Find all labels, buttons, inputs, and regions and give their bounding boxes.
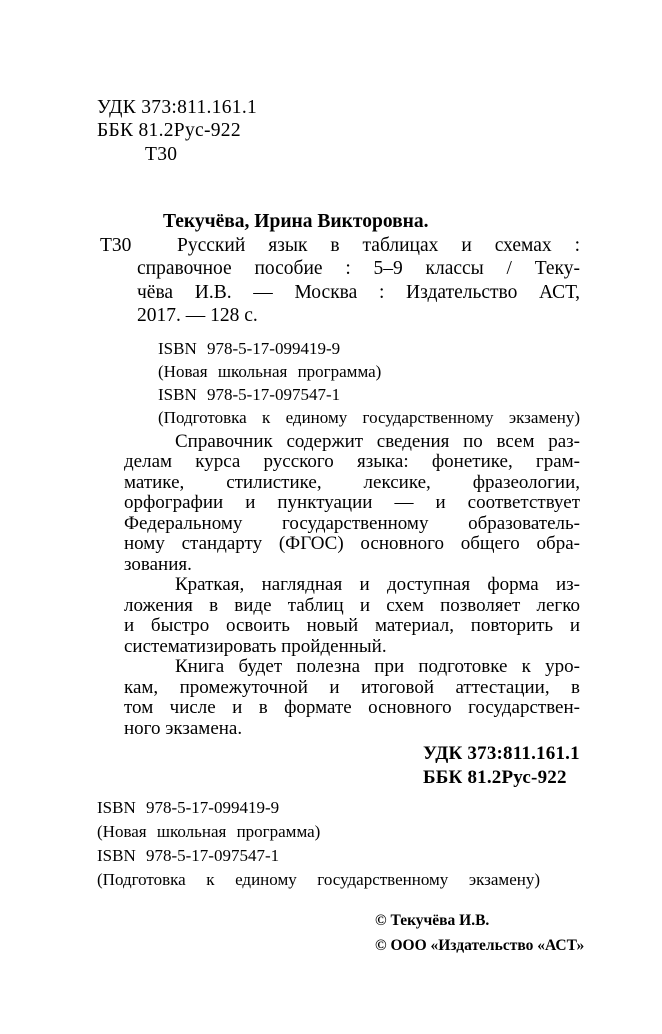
annotation-line: кам, промежуточной и итоговой аттестации, в: [124, 676, 580, 698]
isbn-block-bottom: [97, 796, 540, 891]
isbn-number: ISBN 978-5-17-099419-9: [97, 798, 280, 818]
annotation-line: и быстро освоить новый материал, повторить и: [124, 615, 580, 637]
udk-code: УДК 373:811.161.1: [423, 743, 580, 765]
annotation-line: матике, стилистике, лексике, фразеологии,: [124, 471, 580, 493]
bbk-code: ББК 81.2Рус-922: [423, 766, 567, 788]
catalog-entry: [100, 210, 580, 328]
series-name: (Подготовка к единому государственному экзамену): [158, 407, 580, 427]
annotation-paragraph: [124, 575, 580, 657]
annotation-line: ного экзамена.: [124, 717, 243, 739]
catalog-entry-line: справочное пособие : 5–9 классы / Теку-: [137, 258, 580, 280]
isbn-number: ISBN 978-5-17-099419-9: [158, 338, 341, 358]
series-name: (Новая школьная программа): [158, 361, 382, 381]
annotation-line: том числе и в формате основного государствен-: [124, 697, 580, 719]
isbn-block-top: [158, 337, 580, 429]
annotation-line: ному стандарту (ФГОС) основного общего обра-: [124, 533, 580, 555]
author-sign-code-margin: Т30: [100, 234, 132, 256]
annotation-text: [124, 432, 580, 740]
series-name: (Новая школьная программа): [97, 822, 321, 842]
classification-codes-top: [97, 96, 662, 166]
annotation-line: ложения в виде таблиц и схем позволяет легко: [124, 594, 580, 616]
annotation-line: Краткая, наглядная и доступная форма из-: [175, 574, 580, 596]
classification-codes-right: [423, 742, 662, 789]
catalog-entry-line: Русский язык в таблицах и схемах :: [177, 234, 580, 256]
annotation-line: Справочник содержит сведения по всем раз-: [175, 430, 580, 452]
annotation-paragraph: [124, 432, 580, 576]
isbn-number: ISBN 978-5-17-097547-1: [97, 845, 280, 865]
author-heading: Текучёва, Ирина Викторовна.: [163, 211, 429, 233]
isbn-number: ISBN 978-5-17-097547-1: [158, 384, 341, 404]
udk-code: УДК 373:811.161.1: [97, 97, 258, 118]
series-name: (Подготовка к единому государственному экзамену): [97, 869, 540, 889]
annotation-line: Книга будет полезна при подготовке к уро-: [175, 656, 580, 678]
copyright-publisher: © ООО «Издательство «АСТ»: [375, 937, 585, 955]
catalog-entry-line: чёва И.В. — Москва : Издательство АСТ,: [137, 281, 580, 303]
copyright-author: © Текучёва И.В.: [375, 912, 490, 930]
annotation-line: систематизировать пройденный.: [124, 635, 387, 657]
annotation-line: зования.: [124, 553, 192, 575]
author-sign-code: Т30: [145, 143, 178, 165]
annotation-paragraph: [124, 657, 580, 739]
annotation-line: делам курса русского языка: фонетике, грам-: [124, 451, 580, 473]
catalog-entry-line: 2017. — 128 с.: [137, 305, 258, 327]
annotation-line: орфографии и пунктуации — и соответствует: [124, 492, 580, 514]
annotation-line: Федеральному государственному образователь-: [124, 512, 580, 534]
copyright-block: [375, 908, 662, 958]
bbk-code: ББК 81.2Рус-922: [97, 120, 241, 142]
